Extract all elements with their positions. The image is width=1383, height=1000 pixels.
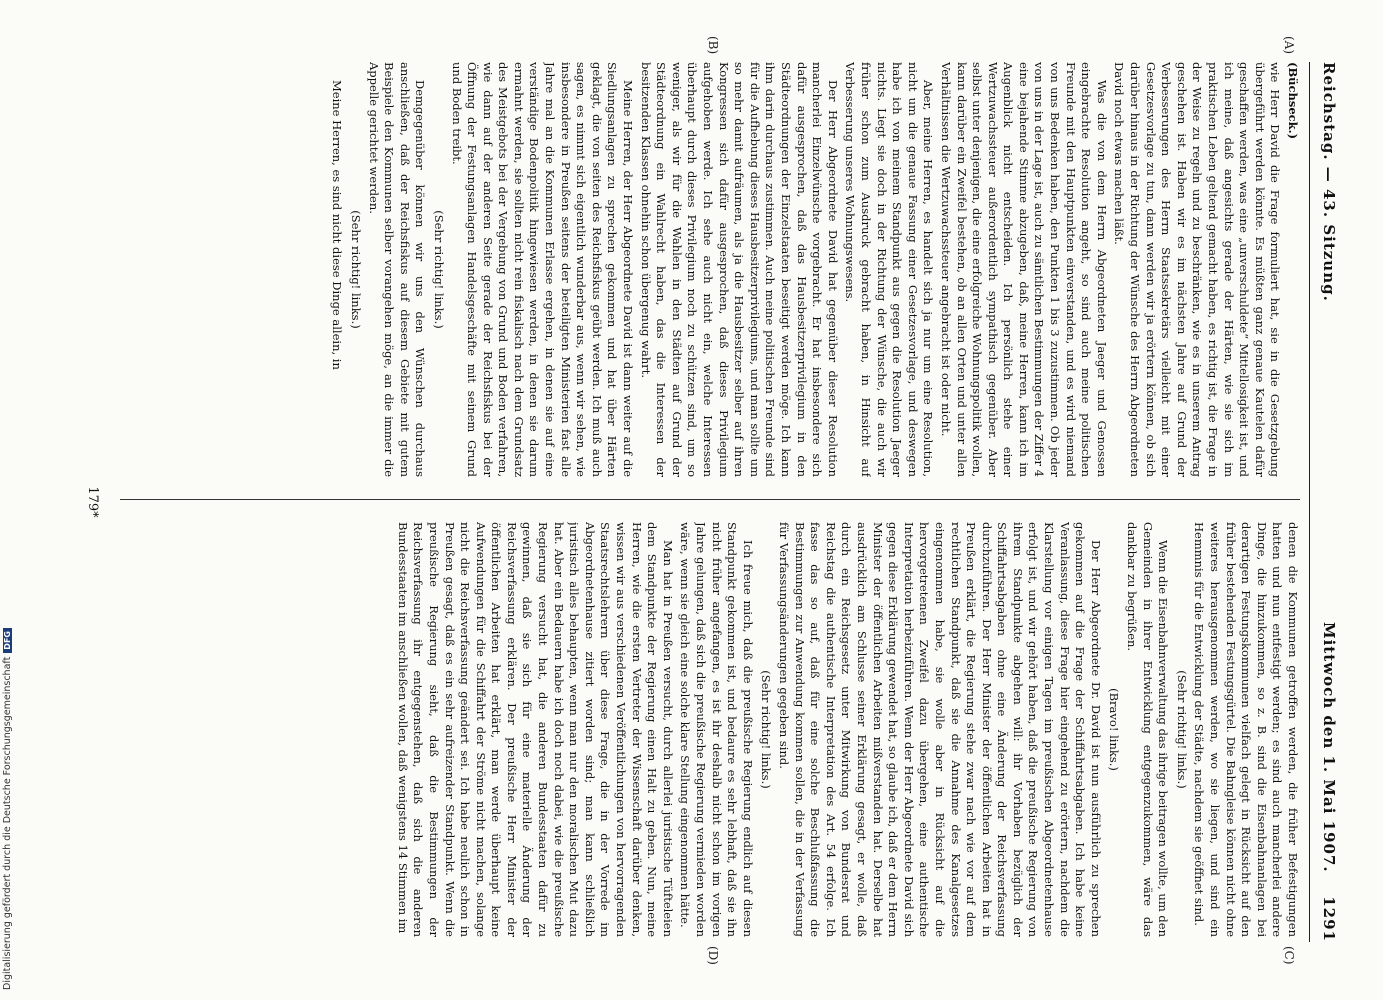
interjection-note: (Sehr richtig! links.) — [759, 670, 774, 789]
margin-mark-b: (B) — [706, 36, 720, 55]
page-header — [1314, 62, 1340, 942]
header-session: Reichstag. — 43. Sitzung. — [1320, 62, 1338, 302]
paragraph: Demgegenüber können wir uns den Wünschen durchaus anschließen, daß der Reichsfiskus auf diesem Gebiete mit gutem Beispiele den Kommunen selber vorangehen möge, an die immer die Appelle gerichtet werden. — [366, 62, 428, 477]
paragraph: Meine Herren, der Herr Abgeordnete David ist dann weiter auf die Siedlungsanlagen zu sprechen gekommen und hat über Härten geklagt, die von seiten des Reichsfiskus geübt werden. Ich muß auch sagen, es nimmt sich eigentlich wunderbar aus, wenn wir sehen, wie insbesondere in Preußen seitens der beteiligten Ministerien fast alle Jahre mal an die Kommunen Erlasse ergehen, in denen sie auf eine verständige Bodenpolitik hingewiesen werden, in denen sie darum ermahnt werden, sie sollten nicht rein fiskalisch nach dem Grundsatz des Meistgebots bei der Vergebung von Grund und Boden verfahren, wie dann auf der anderen Seite gerade der Reichsfiskus bei der Öffnung der Festungsanlagen Handelsgeschäfte mit seinem Grund und Boden treibt. — [449, 62, 636, 477]
paragraph: Was die von dem Herrn Abgeordneten Jaeger und Genossen eingebrachte Resolution angeht, so sind auch meine politischen Freunde mit den Hauptpunkten einverstanden, und es wird niemand von uns Bedenken haben, den Punkten 1 bis 3 zuzustimmen. Ob jeder von uns in der Lage ist, auch zu sämtlichen Bestimmungen der Ziffer 4 eine bejahende Stimme abzugeben, daß, meine Herren, kann ich im Augenblick nicht entscheiden. Ich persönlich stehe einer Wertzuwachssteuer außerordentlich sympathisch gegenüber. Aber selbst unter denjenigen, die eine erfolgreiche Wohnungspolitik wollen, kann darüber ein Zweifel bestehen, ob an allen Orten und unter allen Verhältnissen die Wertzuwachssteuer angebracht ist oder nicht. — [938, 62, 1109, 477]
paragraph: Wenn die Eisenbahnverwaltung das ihrige beitragen wollte, um den Gemeinden in ihrer Entwicklung entgegenzukommen, wäre das dankbar zu begrüßen. — [1125, 522, 1171, 937]
paragraph: Meine Herren, es sind nicht diese Dinge allein, in — [330, 80, 345, 370]
left-column — [120, 62, 1300, 477]
margin-mark-d: (D) — [706, 946, 720, 965]
speaker-name: (Büchseck.) — [1286, 62, 1300, 140]
margin-mark-c: (C) — [1282, 946, 1296, 965]
interjection-note: (Sehr richtig! links.) — [1174, 670, 1189, 789]
digitization-credit — [2, 0, 16, 1000]
paragraph: Ich freue mich, daß die preußische Regierung endlich auf diesen Standpunkt gekommen ist, und bedaure es sehr lebhaft, daß sie ihn nicht früher angefangen, es ist ihr deshalb nicht schon im vorigen Jahre gelungen, daß sich die preußische Regierung vermieden worden wäre, wenn sie gleich eine solche klare Stellung eingenommen hätte. — [678, 522, 755, 937]
paragraph: Man hat in Preußen versucht, durch allerlei juristische Tüfteleien dem Standpunkte der Regierung einen Halt zu geben. Nun, meine Herren, wie die ersten Vertreter der Wissenschaft darüber denken, wissen wir aus verschiedenen Veröffentlichungen von hervorragenden Staatsrechtslehrern über diese Frage, die in der Vorrede im Abgeordnetenhause zitiert worden sind; man kann schließlich juristisch alles behaupten, wenn man nur den moralischen Mut dazu hat. Aber ein Bedauern habe ich doch noch dabei, wie die preußische Regierung versucht hat, die anderen Bundesstaaten dafür zu gewinnen, daß sie sich für eine materielle Änderung der Reichsverfassung erklären. Der preußische Herr Minister der öffentlichen Arbeiten hat erklärt, man werde überhaupt keine Aufwendungen für die Schiffahrt der Ströme nicht machen, solange nicht die Reichsverfassung geändert sei. Ich habe neulich schon in Preußen gesagt, daß es ein sehr aufreizender Standpunkt. Wenn die preußische Regierung sieht, daß die Bestimmungen der Reichsverfassung ihr entgegenstehen, daß sich die anderen Bundesstaaten im anschließen wollen, daß wenigstens 14 Stimmen im — [395, 522, 675, 937]
interjection-note: (Sehr richtig! links.) — [431, 210, 446, 329]
paragraph: Der Herr Abgeordnete Dr. David ist nun ausführlich zu sprechen gekommen auf die Frage der Schiffahrtsabgaben. Ich habe keine Veranlassung, diese Frage hier eingehend zu erörtern, nachdem die Klarstellung vor einigen Tagen im preußischen Abgeordnetenhause erfolgt ist, und wir gehört haben, daß die preußische Regierung von ihrem Standpunkte abgehen will: ihr Vorhaben bezüglich der Schiffahrtsabgaben ohne eine Änderung der Reichsverfassung durchzuführen. Der Herr Minister der öffentlichen Arbeiten hat in Preußen erklärt, die Regierung stehe zwar nach wie vor auf dem rechtlichen Standpunkt, daß sie die Annahme des Kanalgesetzes eingenommen habe, sie wolle aber in Rücksicht auf die hervorgetretenen Zweifel dazu übergehen, eine authentische Interpretation herbeizuführen. Wenn der Herr Abgeordnete David sich gegen diese Erklärung gewendet hat, so glaube ich, daß er dem Herrn Minister der öffentlichen Arbeiten mißverstanden hat. Derselbe hat ausdrücklich am Schlusse seiner Erklärung gesagt, er wolle, daß durch ein Reichsgesetz unter Mitwirkung von Bundesrat und Reichstag die authentische Interpretation des Art. 54 erfolge. Ich fasse das so auf, daß für eine solche Beschlußfassung die Bestimmungen zur Anwendung kommen sollen, die in der Verfassung für Verfassungsänderungen gegeben sind. — [777, 522, 1103, 937]
paragraph: denen die Kommunen getroffen werden, die früher Befestigungen hatten und nun entfestigt werden; es sind auch mancherlei andere Dinge, die hinzukommen, so z. B. sind die Eisenbahnanlagen bei derartigen Festungskommunen vielfach gelegt in Rücksicht auf den früher bestehenden Festungsgürtel. Die Bahngleise können nicht ohne weiteres herausgenommen werden, wo sie liegen, und sind ein Hemmnis für die Entwicklung der Städte, nachdem sie geöffnet sind. — [1192, 522, 1300, 937]
interjection-note: (Bravo! links.) — [1107, 688, 1122, 771]
paragraph: Der Herr Abgeordnete David hat gegenüber dieser Resolution mancherlei Einzelwünsche vorgebracht. Er hat insbesondere sich dafür ausgesprochen, daß das Hausbesitzerprivilegium in den Städteordnungen der Einzelstaaten beseitigt werden möge. Ich kann ihm darin durchaus zustimmen. Auch meine politischen Freunde sind für die Aufhebung dieses Hausbesitzerprivilegiums, und man sollte um so mehr damit aufräumen, als ja die Hausbesitzer selber auf ihren Kongressen sich dafür ausgesprochen, daß dieses Privilegium aufgehoben werde. Ich sehe auch nicht ein, welche Interessen überhaupt durch dieses Privilegium noch zu schützen sind, um so weniger, als wir für die Wahlen in den Städten auf Grund der Städteordnung ein Wahlrecht haben, das die Interessen der besitzenden Klassen ohnehin schon übergenug wahrt. — [638, 62, 840, 477]
paragraph: Aber, meine Herren, es handelt sich ja nur um eine Resolution, nicht um die genaue Fassung einer Gesetzesvorlage, und deswegen habe ich von meinem Standpunkt aus gegen die Resolution Jaeger nichts. Liegt sie doch in der Richtung der Wünsche, die auch wir früher schon zum Ausdruck gebracht haben, in Hinsicht auf Verbesserung unseres Wohnungswesens. — [843, 62, 936, 477]
dfg-logo: DFG — [3, 628, 12, 653]
paragraph: wie Herr David die Frage formuliert hat, sie in die Gesetzgebung übergeführt werden könnte. Es müßten ganz genaue Kautelen dafür geschaffen werden, was eine „unverschuldete“ Mittellosigkeit ist, und ich meine, daß angesichts gerade der Härten, wie sie sich im praktischen Leben geltend gemacht haben, es richtig ist, die Frage in der Weise zu regeln und zu beschränken, wie es in unserem Antrag geschehen ist. Haben wir es im nächsten Jahre auf Grund der Verbesserungen des Herrn Staatssekretärs vielleicht mit einer Gesetzesvorlage zu tun, dann werden wir ja erörtern können, ob sich darüber hinaus in der Richtung der Wünsche des Herrn Abgeordneten David noch etwas machen läßt. — [1112, 62, 1283, 477]
rotated-page-content — [60, 36, 1340, 965]
header-date: Mittwoch den 1. Mai 1907. — [1320, 622, 1338, 873]
interjection-note: (Sehr richtig! links.) — [348, 210, 363, 329]
signature-mark: 179* — [85, 486, 100, 518]
page-number: 1291 — [1320, 896, 1338, 942]
column-divider — [120, 499, 1300, 500]
margin-mark-a: (A) — [1282, 36, 1296, 55]
right-column — [120, 522, 1300, 937]
credit-text: Digitalisierung gefördert durch die Deutsche Forschungsgemeinschaft — [2, 656, 13, 990]
header-rule — [1309, 62, 1310, 942]
